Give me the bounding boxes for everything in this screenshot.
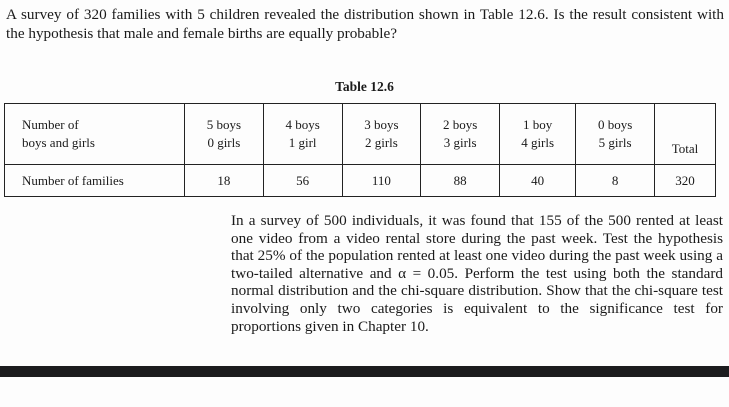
col-line: 4 girls xyxy=(521,135,555,150)
total-cell: 320 xyxy=(655,165,716,197)
total-header: Total xyxy=(655,104,716,165)
col-line: 3 girls xyxy=(443,135,477,150)
problem-text-2: In a survey of 500 individuals, it was found that 155 of the 500 rented at least one video from a video rental store during the past week. Test the hypothesis that 25% of the population rented at least one video during the past week using a two-tailed alternative and α = 0.05. Perform the test using both the standard normal distribution and the chi-square distribution. Show that the chi-square test involving only two categories is equivalent to the significance test for proportions given in Chapter 10. xyxy=(231,212,723,335)
column-header xyxy=(500,104,576,165)
table-row xyxy=(5,165,716,197)
bottom-bar xyxy=(0,366,729,377)
cell: 88 xyxy=(421,165,500,197)
header-label xyxy=(5,104,185,165)
problem-text-1: A survey of 320 families with 5 children revealed the distribution shown in Table 12.6. Is the result consistent with the hypothesis that male and female births are equally probable? xyxy=(6,6,724,42)
header-label-line: Number of xyxy=(22,117,79,132)
data-table xyxy=(4,103,716,197)
col-line: 1 boy xyxy=(523,117,553,132)
column-header xyxy=(576,104,655,165)
col-line: 0 girls xyxy=(207,135,241,150)
table-title: Table 12.6 xyxy=(335,79,394,94)
cell: 56 xyxy=(263,165,342,197)
col-line: 5 girls xyxy=(598,135,632,150)
col-line: 2 girls xyxy=(364,135,398,150)
cell: 110 xyxy=(342,165,421,197)
col-line: 5 boys xyxy=(206,117,242,132)
row-label: Number of families xyxy=(5,165,185,197)
col-line: 0 boys xyxy=(597,117,633,132)
column-header xyxy=(185,104,264,165)
col-line: 4 boys xyxy=(285,117,320,132)
col-line: 1 girl xyxy=(288,135,317,150)
cell: 18 xyxy=(185,165,264,197)
header-label-line: boys and girls xyxy=(22,135,95,150)
table-header-row xyxy=(5,104,716,165)
col-line: 2 boys xyxy=(443,117,478,132)
cell: 8 xyxy=(576,165,655,197)
column-header xyxy=(263,104,342,165)
column-header xyxy=(421,104,500,165)
col-line: 3 boys xyxy=(364,117,399,132)
column-header xyxy=(342,104,421,165)
cell: 40 xyxy=(500,165,576,197)
